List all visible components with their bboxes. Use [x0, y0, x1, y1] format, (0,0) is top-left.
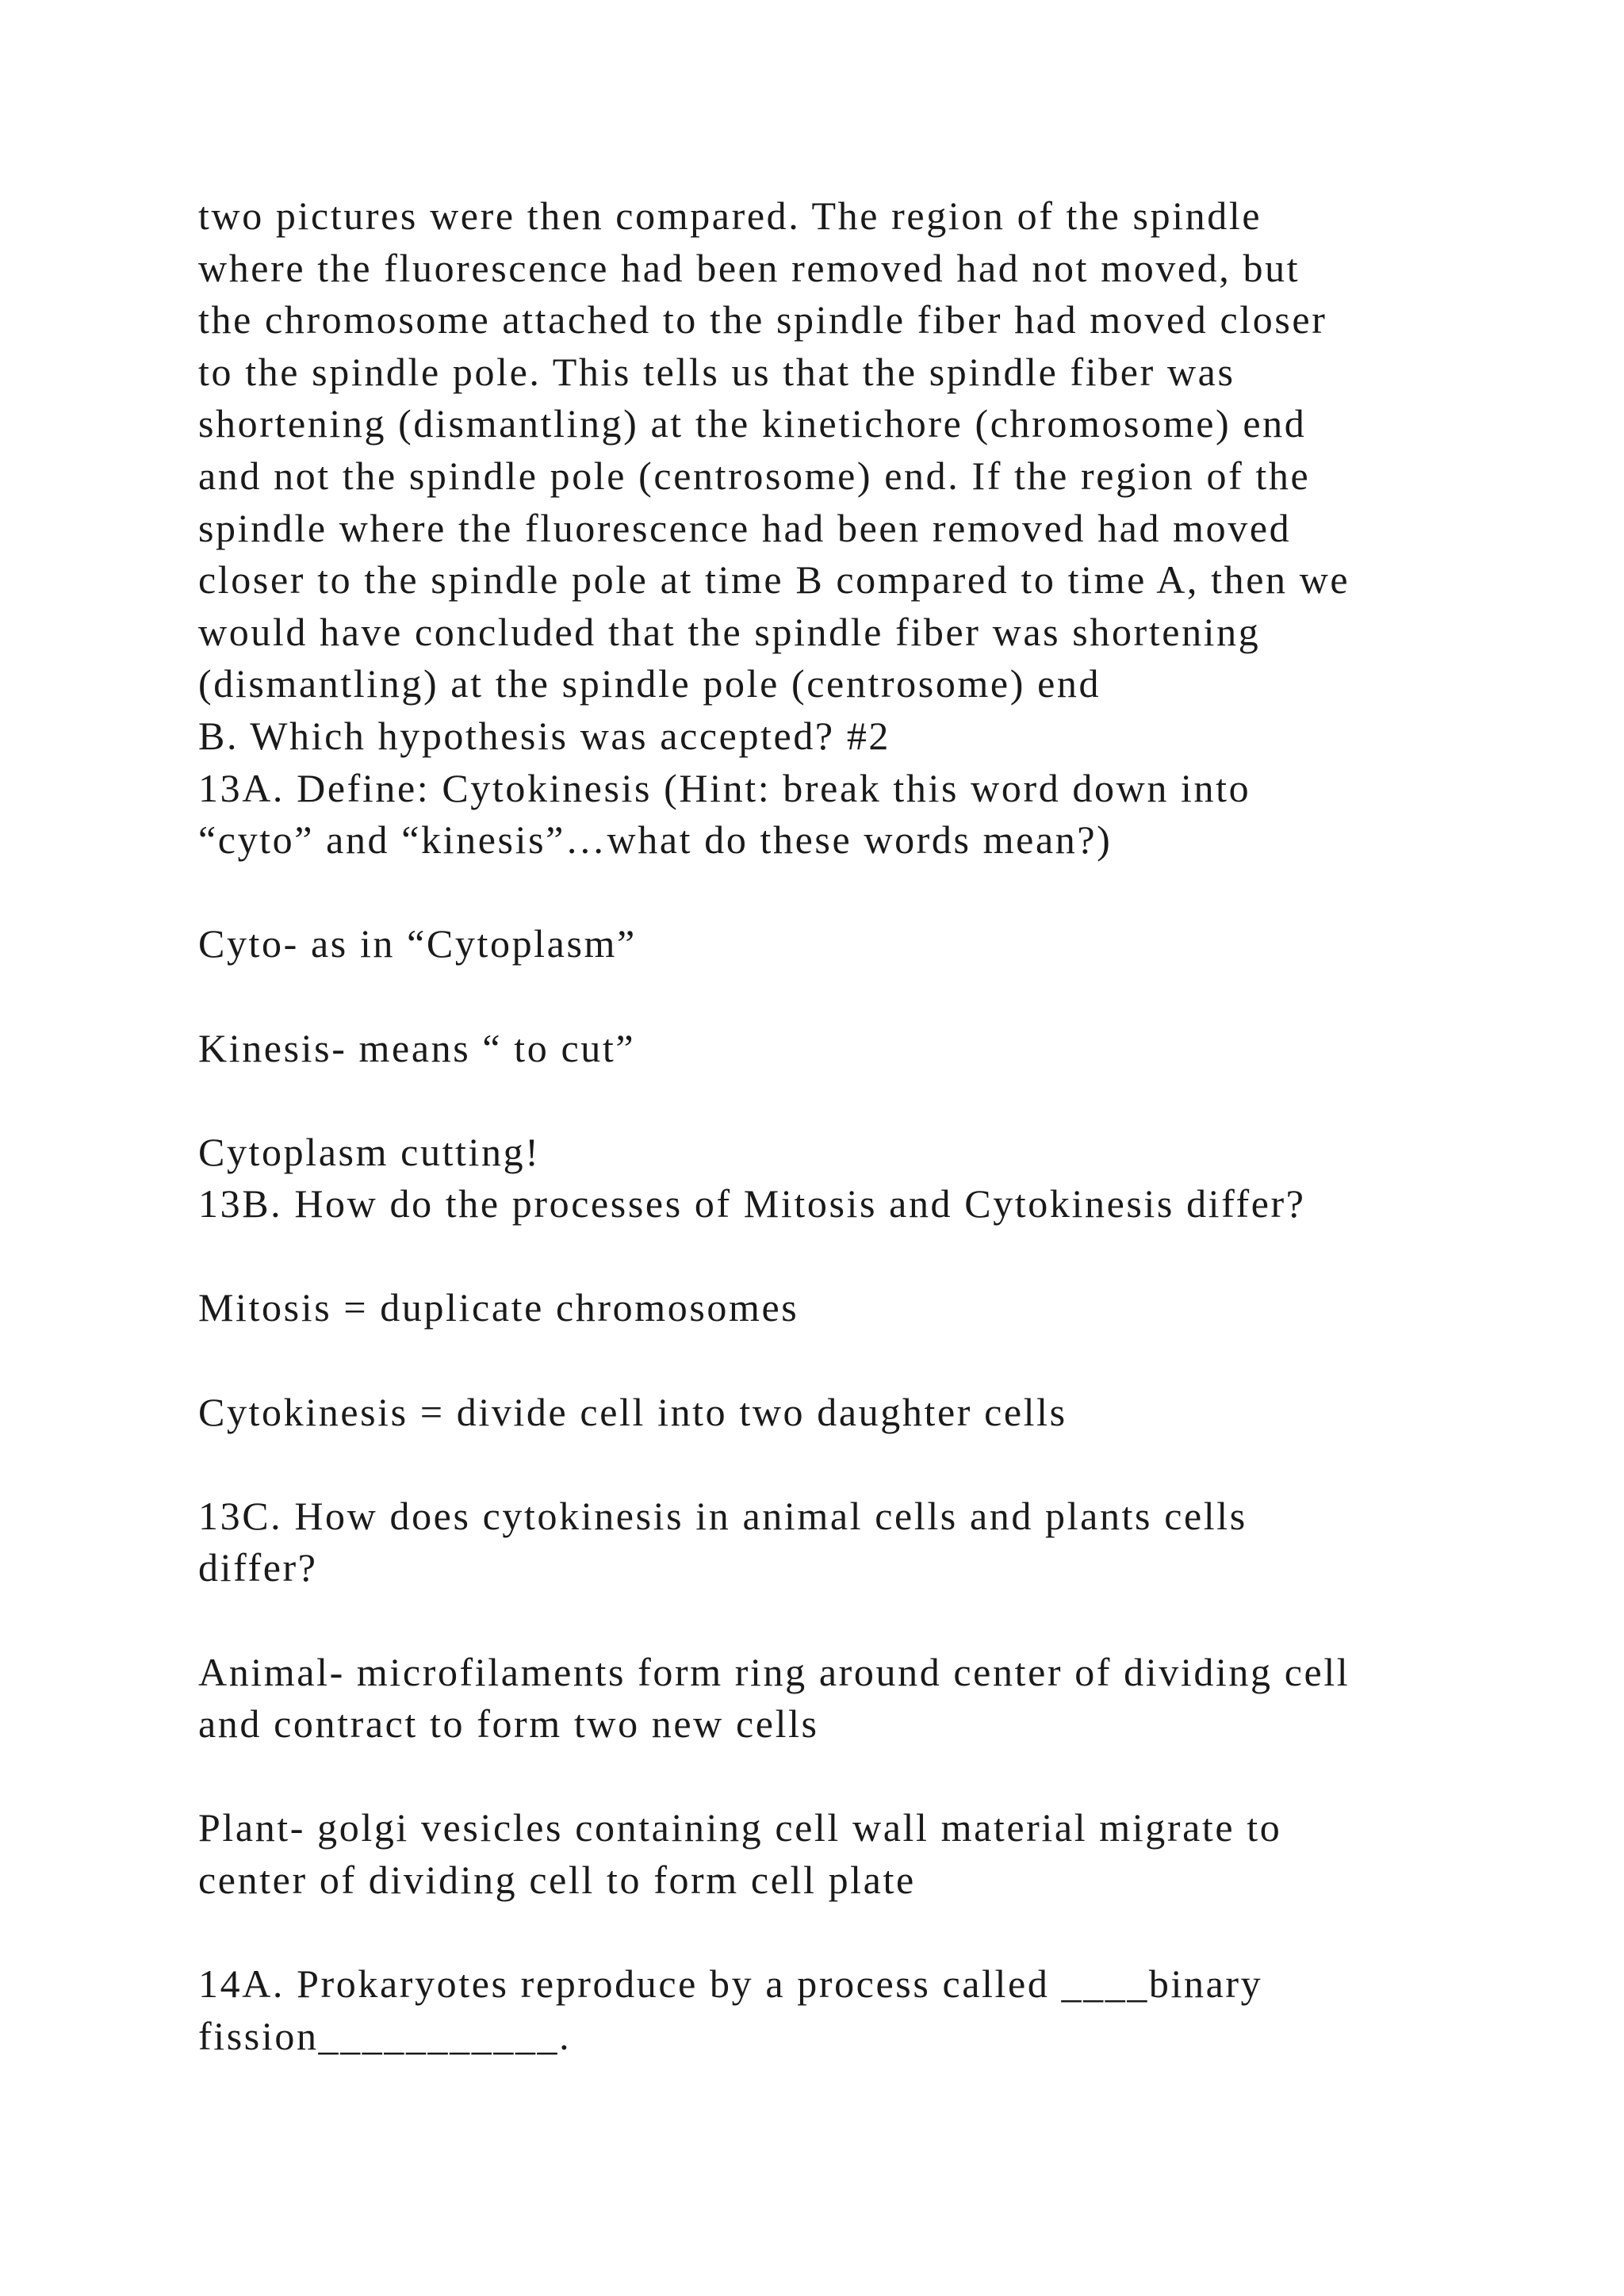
- blank-line: [198, 1751, 1546, 1803]
- text-line: would have concluded that the spindle fiber was shortening: [198, 609, 1261, 654]
- text-line: and not the spindle pole (centrosome) end. If the region of the: [198, 453, 1311, 498]
- answer-line: Cyto- as in “Cytoplasm”: [198, 921, 637, 966]
- answer-line: Mitosis = duplicate chromosomes: [198, 1285, 799, 1330]
- question-line: 14A. Prokaryotes reproduce by a process called ____binary: [198, 1961, 1263, 2007]
- answer-line: Cytoplasm cutting!: [198, 1129, 541, 1174]
- text-line: shortening (dismantling) at the kinetichore (chromosome) end: [198, 401, 1307, 446]
- blank-line: [198, 1074, 1546, 1127]
- blank-line: [198, 867, 1546, 919]
- text-line: closer to the spindle pole at time B compared to time A, then we: [198, 557, 1350, 603]
- blank-line: [198, 1907, 1546, 1959]
- question-line: 13B. How do the processes of Mitosis and Cytokinesis differ?: [198, 1181, 1306, 1226]
- text-line: the chromosome attached to the spindle fiber had moved closer: [198, 297, 1327, 342]
- text-line: spindle where the fluorescence had been removed had moved: [198, 505, 1292, 550]
- text-line: (dismantling) at the spindle pole (centrosome) end: [198, 661, 1101, 706]
- blank-line: [198, 1438, 1546, 1490]
- blank-line: [198, 1334, 1546, 1387]
- question-line: B. Which hypothesis was accepted? #2: [198, 713, 891, 758]
- text-line: to the spindle pole. This tells us that the spindle fiber was: [198, 349, 1235, 394]
- question-line: 13A. Define: Cytokinesis (Hint: break this word down into: [198, 765, 1251, 810]
- answer-line: and contract to form two new cells: [198, 1701, 819, 1747]
- blank-line: [198, 970, 1546, 1023]
- blank-line: [198, 1594, 1546, 1647]
- text-line: two pictures were then compared. The region of the spindle: [198, 193, 1262, 238]
- question-line: fission___________.: [198, 2013, 572, 2058]
- blank-line: [198, 1230, 1546, 1283]
- answer-line: center of dividing cell to form cell plate: [198, 1858, 916, 1902]
- text-line: where the fluorescence had been removed had not moved, but: [198, 245, 1300, 290]
- question-line: differ?: [198, 1545, 318, 1590]
- answer-line: Animal- microfilaments form ring around center of dividing cell: [198, 1649, 1350, 1694]
- document-body: [198, 190, 1546, 2062]
- answer-line: Kinesis- means “ to cut”: [198, 1025, 636, 1070]
- question-line: 13C. How does cytokinesis in animal cells and plants cells: [198, 1493, 1247, 1538]
- question-line: “cyto” and “kinesis”…what do these words mean?): [198, 817, 1113, 863]
- answer-line: Cytokinesis = divide cell into two daughter cells: [198, 1389, 1067, 1434]
- answer-line: Plant- golgi vesicles containing cell wall material migrate to: [198, 1805, 1282, 1850]
